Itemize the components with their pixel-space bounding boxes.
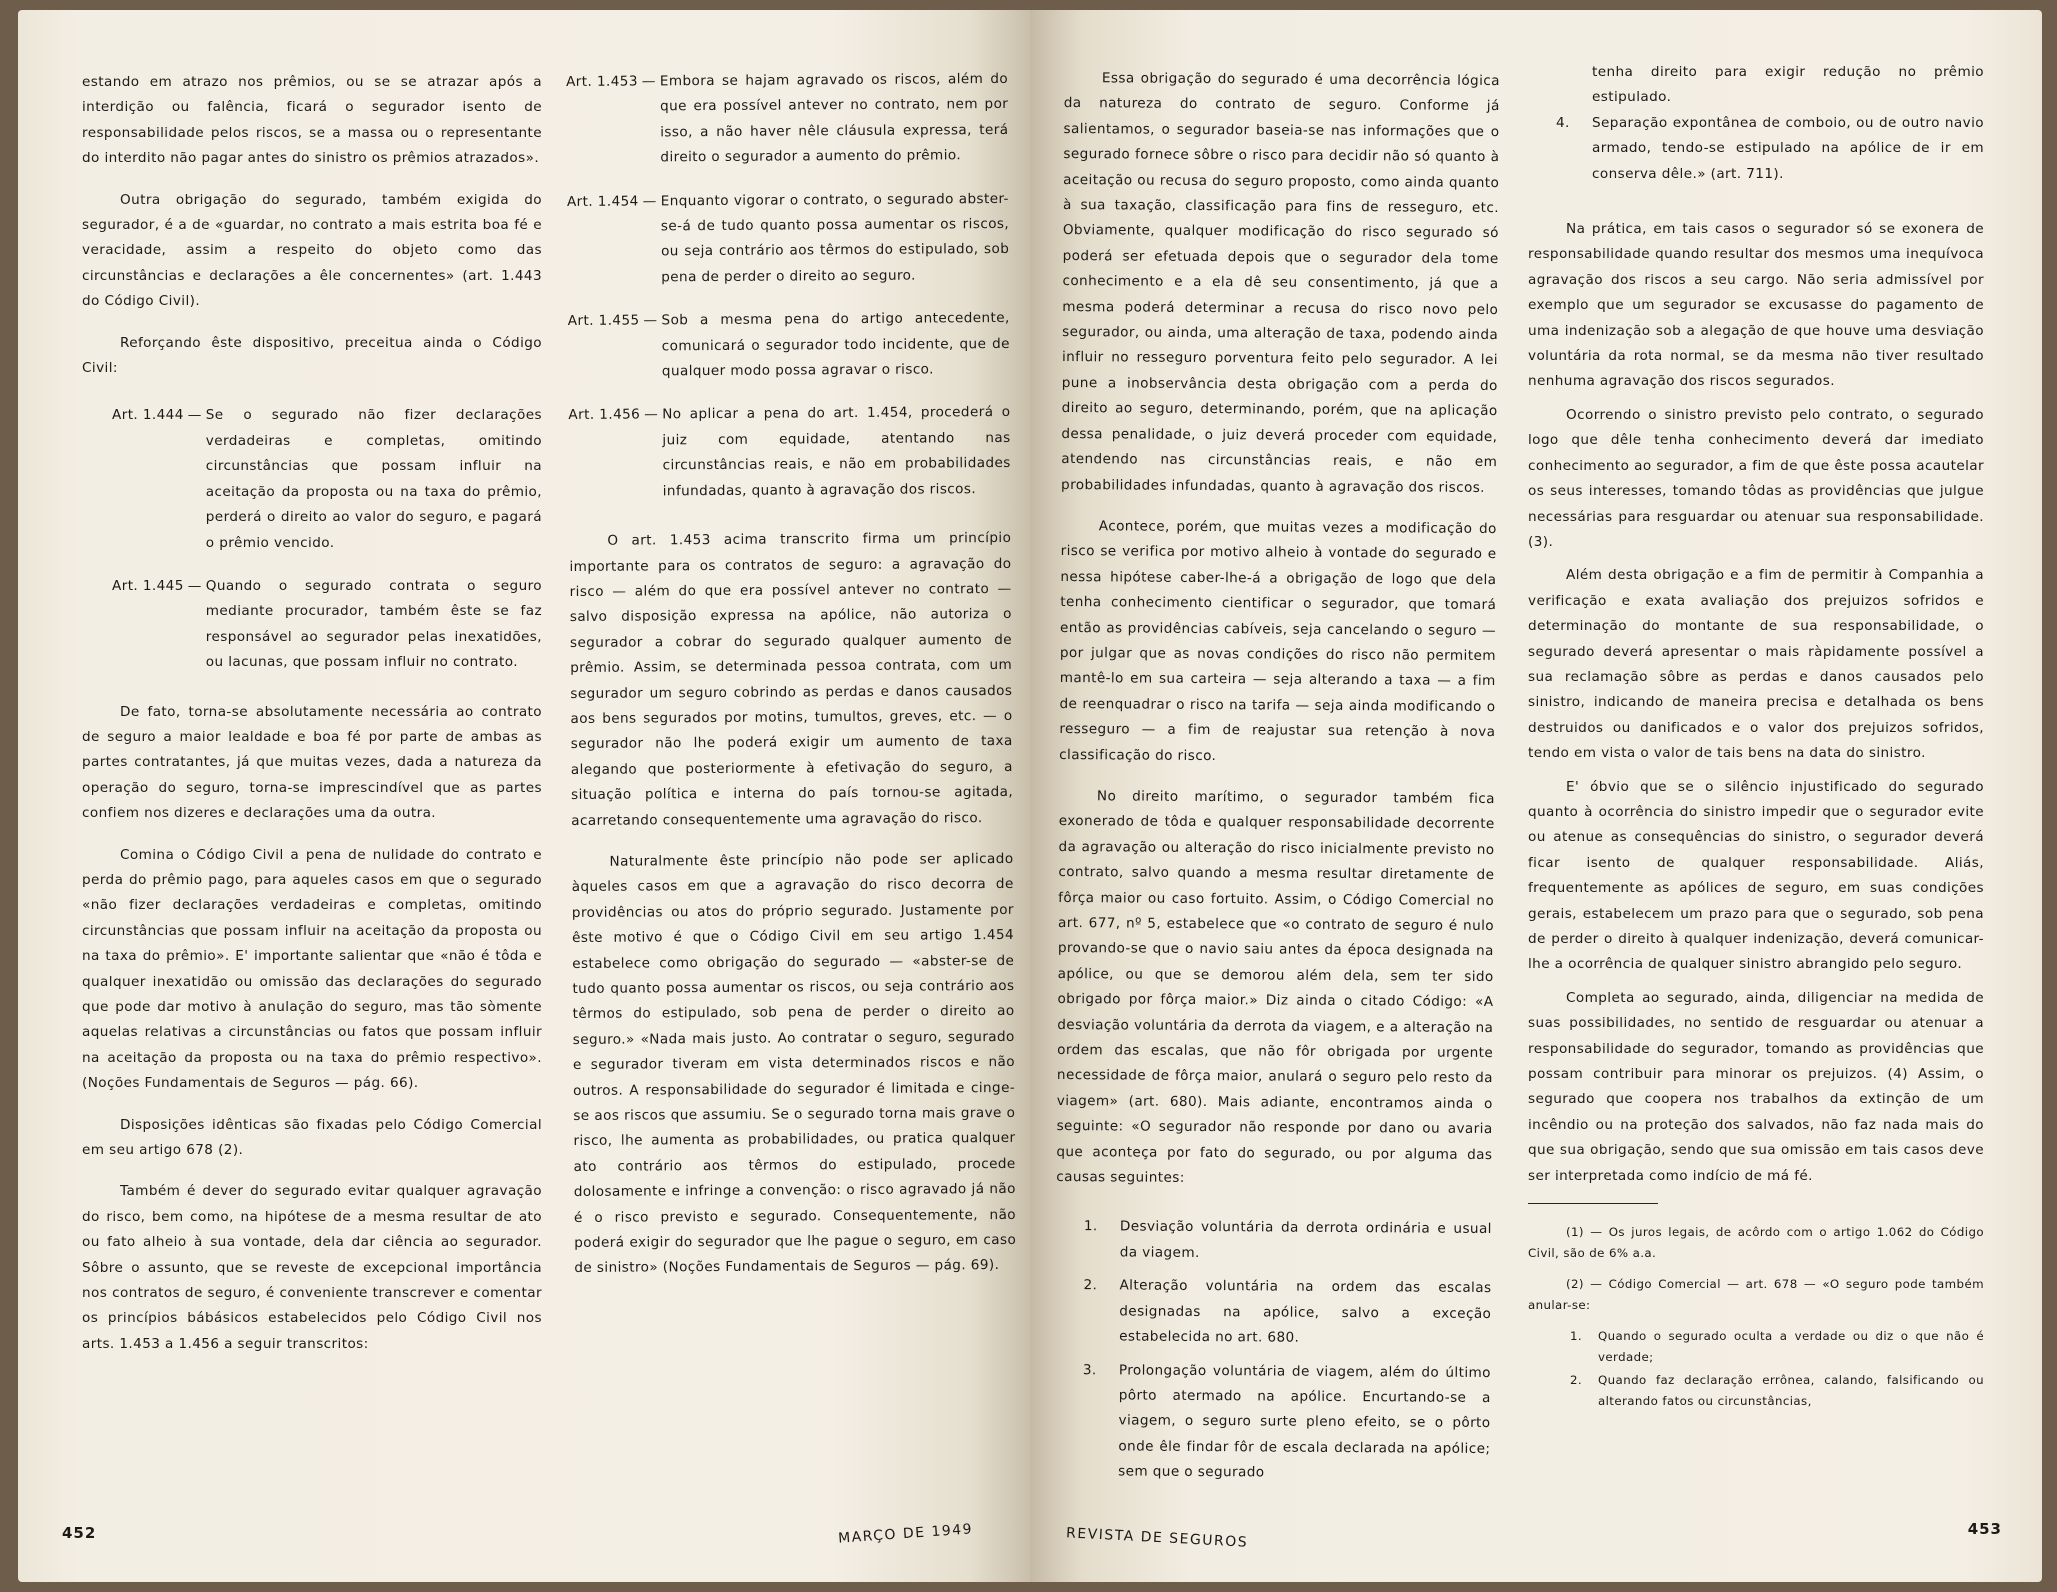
list-number: 4. (1556, 114, 1570, 131)
footnotes (1528, 1222, 1984, 1412)
paragraph: Também é dever do segurado evitar qualquer agravação do risco, bem como, na hipótese de a mesma resultar de ato ou fato alheio à sua vontade, dela dar ciência ao segurador. Sôbre o assunto, que se reveste de excepcional importância nos contratos de seguro, é conveniente transcrever e comentar os princípios bábásicos estabelecidos pelo Código Civil nos arts. 1.453 a 1.456 a seguir transcritos: (82, 1183, 542, 1352)
footnote-list-item (1528, 1370, 1984, 1412)
paragraph: Reforçando êste dispositivo, preceitua ainda o Código Civil: (82, 334, 542, 377)
paragraph: Completa ao segurado, ainda, diligenciar na medida de suas possibilidades, no sentido de resguardar ou atenuar a responsabilidade do segurador, tomando as providências que possam contribuir para minorar os prejuizos. (4) Assim, o segurado que coopera nos trabalhos da extinção de um incêndio ou na proteção dos salvados, não faz nada mais do que sua obrigação, sendo que sua omissão em tais casos deve ser interpretada como indício de má fé. (1528, 989, 1984, 1184)
left-column-1 (82, 70, 542, 1373)
article-label: Art. 1.456 (568, 406, 641, 424)
paragraph: Acontece, porém, que muitas vezes a modificação do risco se verifica por motivo alheio à vontade do segurado e nessa hipótese caber-lhe-á a obrigação de logo que dela tenha conhecimento cientificar o segurador, que tomará então as providências cabíveis, seja cancelando o seguro — por julgar que as novas condições do risco não permitem mantê-lo em sua carteira — seja alterando a taxa — a fim de reenquadrar o risco na tarifa — seja ainda modificando o resseguro — a fim de reajustar sua retenção à nova classificação do risco. (1059, 518, 1497, 764)
article-text: Se o segurado não fizer declarações verdadeiras e completas, omitindo circunstâncias que possam influir na aceitação da proposta ou na taxa do prêmio, perderá o direito ao valor do seguro, e pagará o prêmio vencido. (205, 407, 542, 551)
paragraph: Comina o Código Civil a pena de nulidade do contrato e perda do prêmio pago, para aqueles casos em que o segurado «não fizer declarações verdadeiras e completas, omitindo circunstâncias que possam influir na aceitação da proposta ou na taxa do prêmio». E' importante salientar que «não é tôda e qualquer inexatidão ou omissão das declarações do segurado que pode dar motivo à anulação do seguro, mas tão sòmente aquelas relativas a circunstâncias ou fatos que possam influir na aceitação da proposta ou na taxa do prêmio respectivo». (Noções Fundamentais de Seguros — pág. 66). (82, 846, 542, 1092)
paragraph: De fato, torna-se absolutamente necessária ao contrato de seguro a maior lealdade e boa fé por parte de ambas as partes contratantes, já que muitas vezes, dada a natureza da operação do seguro, torna-se imprescindível que as partes confiem nos dizeres e declarações uma da outra. (82, 703, 542, 822)
paragraph: Além desta obrigação e a fim de permitir à Companhia a verificação e exata avaliação dos prejuizos sofridos e determinação do montante de sua responsabilidade, o segurado deverá apresentar o mais ràpidamente possível a sua reclamação sôbre as perdas e danos causados pelo sinistro, indicando de maneira precisa e detalhada os bens destruidos ou danificados e o valor dos prejuizos sofridos, tendo em vista o valor de tais bens na data do sinistro. (1528, 567, 1984, 762)
article-1455 (568, 306, 1011, 385)
footnote-2: (2) — Código Comercial — art. 678 — «O seguro pode também anular-se: (1528, 1277, 1984, 1313)
article-1444 (82, 403, 542, 555)
left-column-2 (566, 67, 1017, 1298)
article-1445 (82, 574, 542, 676)
list-item (1528, 111, 1984, 187)
page-number: 453 (1967, 1520, 2002, 1538)
page-footer: MARÇO DE 1949 (837, 1521, 974, 1547)
left-page (18, 10, 1030, 1582)
right-column-2 (1528, 60, 1984, 1414)
footnote-list-item (1528, 1326, 1984, 1368)
paragraph: O art. 1.453 acima transcrito firma um princípio importante para os contratos de seguro: a agravação do risco — além do que era possível antever no contrato — salvo disposição expressa na apólice, não autoriza o segurador a cobrar do segurado qualquer aumento de prêmio. Assim, se determinada pessoa contrata, com um segurador um seguro cobrindo as perdas e danos causados aos bens segurados por motins, tumultos, greves, etc. — o segurador não lhe poderá exigir um aumento de taxa alegando que posteriormente à efetivação do seguro, a situação política e interna do país tornou-se agitada, acarretando consequentemente uma agravação do risco. (569, 529, 1014, 829)
paragraph: estando em atrazo nos prêmios, ou se se atrazar após a interdição ou falência, ficará o segurador isento de responsabilidade pelos riscos, se a massa ou o representante do interdito não pagar antes do sinistro os prêmios atrazados». (82, 74, 542, 167)
page-footer: REVISTA DE SEGUROS (1065, 1525, 1249, 1551)
paragraph: Ocorrendo o sinistro previsto pelo contrato, o segurado logo que dêle tenha conhecimento deverá dar imediato conhecimento ao segurador, a fim de que êste possa acautelar os seus interesses, tomando tôdas as providências que julgue necessárias para resguardar ou atenuar sua responsabilidade. (3). (1528, 406, 1984, 550)
article-text: Enquanto vigorar o contrato, o segurado abster-se-á de tudo quanto possa aumentar os riscos, ou seja contrário aos têrmos do estipulado, sob pena de perder o direito ao seguro. (660, 190, 1010, 286)
paragraph: Outra obrigação do segurado, também exigida do segurador, é a de «guardar, no contrato a mais estrita boa fé e veracidade, assim a respeito do objeto como das circunstâncias e declarações a êle concernentes» (art. 1.443 do Código Civil). (82, 191, 542, 310)
list-number: 2. (1570, 1373, 1583, 1388)
paragraph: Essa obrigação do segurado é uma decorrência lógica da natureza do contrato de seguro. Conforme já salientamos, o segurador baseia-se nas informações que o segurado fornece sôbre o risco para decidir não só quanto à aceitação ou recusa do seguro proposto, como ainda quanto à sua taxação, classificação para fins de resseguro, etc. Obviamente, qualquer modificação do risco segurado só poderá ser efetuada depois que o segurador dela tome conhecimento e a ela dê seu consentimento, já que a mesma poderá determinar a recusa do risco novo pelo segurador, ou ainda, uma alteração de taxa, podendo ainda influir no resseguro porventura feito pelo segurador. A lei pune a inobservância desta obrigação com a perda do direito ao seguro, determinando, porém, que na aplicação dessa penalidade, o juiz deverá proceder com equidade, atendendo nas circunstâncias reais, e não em probabilidades infundadas, quanto à agravação dos riscos. (1061, 70, 1500, 496)
right-page (1030, 10, 2042, 1582)
article-text: Sob a mesma pena do artigo antecedente, comunicará o segurador todo incidente, que de qualquer modo possa agravar o risco. (661, 310, 1010, 380)
article-text: Embora se hajam agravado os riscos, além do que era possível antever no contrato, nem por isso, a não haver nêle cláusula expressa, terá direito o segurador a aumento do prêmio. (659, 70, 1009, 166)
list-text: Prolongação voluntária de viagem, além do último pôrto atermado na apólice. Encurtando-se a viagem, o seguro surte pleno efeito, se o pôrto onde êle findar fôr de escala declarada na apólice; sem que o segurado (1118, 1361, 1491, 1481)
article-dash: — (643, 312, 658, 329)
article-dash: — (644, 406, 659, 423)
list-text: Quando o segurado oculta a verdade ou diz o que não é verdade; (1598, 1329, 1984, 1365)
list-item (1054, 1357, 1491, 1487)
article-text: Quando o segurado contrata o seguro mediante procurador, também êste se faz responsável ao segurador pelas inexatidões, ou lacunas, que possam influir no contrato. (205, 577, 542, 671)
paragraph: E' óbvio que se o silêncio injustificado do segurado quanto à ocorrência do sinistro impedir que o segurador evite ou atenue as consequências do sinistro, o segurador deverá ficar isento de qualquer responsabilidade. Aliás, frequentemente as apólices de seguro, em suas condições gerais, estabelecem um prazo para que o segurado, sob pena de perder o direito à qualquer indenização, deverá comunicar-lhe a ocorrência de qualquer sinistro abrangido pelo seguro. (1528, 778, 1984, 973)
list-item (1056, 1214, 1492, 1268)
article-dash: — (642, 192, 657, 210)
list-item (1055, 1273, 1492, 1352)
article-1456 (568, 400, 1011, 505)
footnote-1: (1) — Os juros legais, de acôrdo com o artigo 1.062 do Código Civil, são de 6% a.a. (1528, 1225, 1984, 1261)
list-text: Desviação voluntária da derrota ordinária e usual da viagem. (1119, 1218, 1492, 1261)
footnote-divider (1528, 1203, 1658, 1204)
article-1454 (567, 187, 1010, 292)
list-number: 3. (1082, 1361, 1097, 1378)
list-text: Quando faz declaração errônea, calando, falsificando ou alterando fatos ou circunstâncias, (1598, 1373, 1984, 1409)
article-label: Art. 1.454 (566, 193, 639, 210)
list-text: Alteração voluntária na ordem das escalas designadas na apólice, salvo a exceção estabelecida no art. 680. (1119, 1277, 1492, 1346)
right-column-1 (1054, 66, 1500, 1496)
paragraph: Na prática, em tais casos o segurador só se exonera de responsabilidade quando resultar dos mesmos uma inequívoca agravação dos riscos a seu cargo. Não seria admissível por exemplo que um segurador se excusasse do pagamento de uma indenização sob a alegação de que houve uma desviação voluntária da rota normal, se da mesma não tiver resultado nenhuma agravação dos riscos segurados. (1528, 221, 1984, 390)
list-continuation (1528, 60, 1984, 111)
article-1453 (566, 67, 1009, 172)
article-label: Art. 1.445 (112, 577, 184, 594)
paragraph: Naturalmente êste princípio não pode ser aplicado àqueles casos em que a agravação do risco decorra de providências ou atos do próprio segurado. Justamente por êste motivo é que o Código Civil em seu artigo 1.454 estabelece como obrigação do segurado — «abster-se de tudo quanto possa aumentar os riscos, ou seja contrário aos têrmos do estipulado, sob pena de perder o direito ao seguro.» «Nada mais justo. Ao contratar o seguro, segurado e segurador tiveram em vista determinados riscos e não outros. A responsabilidade do segurador é limitada e cinge-se aos riscos que assumiu. Se o segurado torna mais grave o risco, lhe aumenta as probabilidades, ou pratica qualquer ato contrário aos têrmos do estipulado, procede dolosamente e infringe a convenção: o risco agravado já não é o risco previsto e segurado. Consequentemente, não poderá exigir do segurador que lhe pague o seguro, em caso de sinistro» (Noções Fundamentais de Seguros — pág. 69). (571, 850, 1017, 1277)
article-label: Art. 1.455 (567, 312, 640, 330)
list-number: 1. (1083, 1218, 1098, 1235)
list-text: tenha direito para exigir redução no prêmio estipulado. (1592, 64, 1984, 106)
article-text: No aplicar a pena do art. 1.454, procederá o juiz com equidade, atentando nas circunstâncias reais, e não em probabilidades infundadas, quanto à agravação dos riscos. (662, 404, 1011, 500)
list-number: 1. (1570, 1329, 1583, 1344)
list-number: 2. (1083, 1277, 1098, 1294)
article-dash: — (187, 407, 202, 424)
article-dash: — (187, 577, 202, 594)
paragraph: Disposições idênticas são fixadas pelo Código Comercial em seu artigo 678 (2). (82, 1116, 542, 1159)
article-label: Art. 1.444 (112, 407, 184, 424)
page-number: 452 (62, 1524, 97, 1542)
paragraph: No direito marítimo, o segurador também fica exonerado de tôda e qualquer responsabilidade decorrente da agravação ou alteração do risco inicialmente previsto no contrato, salvo quando a mesma resultar diretamente de fôrça maior ou caso fortuito. Assim, o Código Comercial no art. 677, nº 5, estabelece que «o contrato de seguro é nulo provando-se que o navio saiu antes da época designada na apólice, ou que se demorou além dela, sem ter sido obrigado por fôrça maior.» Diz ainda o citado Código: «A desviação voluntária da derrota da viagem, e a alteração na ordem das escalas, que não fôr obrigada por urgente necessidade de fôrça maior, anulará o seguro pelo resto da viagem» (art. 680). Mais adiante, encontramos ainda o seguinte: «O segurador não responde por dano ou avaria que aconteça por fato do segurado, ou por alguma das causas seguintes: (1056, 788, 1495, 1186)
article-dash: — (641, 73, 656, 90)
list-text: Separação expontânea de comboio, ou de outro navio armado, tendo-se estipulado na apólice de ir em conserva dêle.» (art. 711). (1592, 114, 1984, 182)
article-label: Art. 1.453 (566, 73, 638, 90)
